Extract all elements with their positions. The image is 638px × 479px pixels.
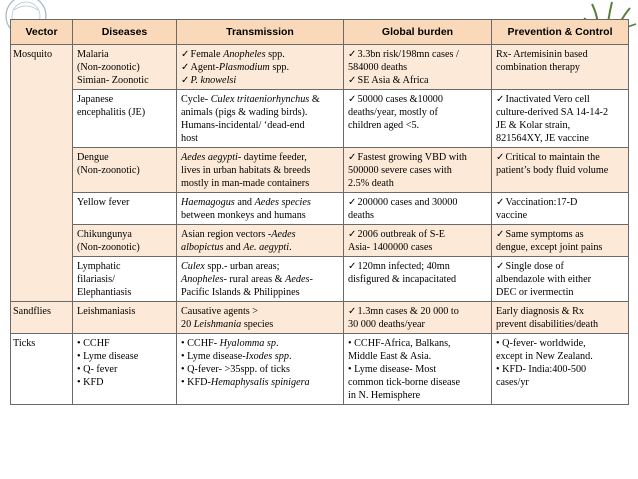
transmission-line: mostly in man-made containers — [181, 178, 310, 189]
burden-cell — [344, 90, 492, 148]
transmission-line: Haemagogus and Aedes species — [181, 197, 311, 208]
vector-cell: Sandflies — [11, 302, 73, 334]
prevention-line: ✓ Inactivated Vero cell — [496, 93, 625, 106]
burden-line: • CCHF-Africa, Balkans, — [348, 338, 451, 349]
transmission-line: Anopheles- rural areas & Aedes- — [181, 274, 313, 285]
burden-line: 30 000 deaths/year — [348, 319, 425, 330]
header-transmission: Transmission — [177, 20, 344, 45]
disease-line: • Q- fever — [77, 364, 118, 375]
burden-line: in N. Hemisphere — [348, 390, 421, 401]
burden-line: ✓ 50000 cases &10000 — [348, 93, 488, 106]
transmission-line: Pacific Islands & Philippines — [181, 287, 300, 298]
transmission-line: ✓ Female Anopheles spp. — [181, 48, 340, 61]
burden-cell — [344, 148, 492, 193]
transmission-line: ✓ Agent-Plasmodium spp. — [181, 61, 340, 74]
disease-line: encephalitis (JE) — [77, 107, 146, 118]
prevention-line: ✓ Critical to maintain the — [496, 151, 625, 164]
vector-disease-table — [10, 19, 629, 405]
burden-cell — [344, 334, 492, 405]
burden-line: deaths — [348, 210, 375, 221]
header-global-burden: Global burden — [344, 20, 492, 45]
transmission-cell — [177, 45, 344, 90]
transmission-line: lives in urban habitats & breeds — [181, 165, 311, 176]
disease-cell — [73, 45, 177, 90]
disease-cell — [73, 257, 177, 302]
prevention-line: ✓ Same symptoms as — [496, 228, 625, 241]
prevention-cell — [492, 90, 629, 148]
burden-line: ✓ 1.3mn cases & 20 000 to — [348, 305, 488, 318]
disease-line: • CCHF — [77, 338, 110, 349]
transmission-line: ✓ P. knowelsi — [181, 74, 340, 87]
burden-line: disfigured & incapacitated — [348, 274, 457, 285]
burden-line: ✓ 120mn infected; 40mn — [348, 260, 488, 273]
table-row — [11, 148, 629, 193]
table-row — [11, 302, 629, 334]
prevention-line: Rx- Artemisinin based — [496, 49, 588, 60]
disease-line: Malaria — [77, 49, 109, 60]
disease-cell — [73, 148, 177, 193]
transmission-line: • Q-fever- >35spp. of ticks — [181, 364, 290, 375]
transmission-cell — [177, 193, 344, 225]
burden-line: 2.5% death — [348, 178, 394, 189]
transmission-cell — [177, 257, 344, 302]
table-row — [11, 193, 629, 225]
transmission-line: host — [181, 133, 198, 144]
table-row — [11, 257, 629, 302]
burden-line: Middle East & Asia. — [348, 351, 432, 362]
disease-cell — [73, 334, 177, 405]
transmission-cell — [177, 148, 344, 193]
header-prevention: Prevention & Control — [492, 20, 629, 45]
burden-line: children aged <5. — [348, 120, 420, 131]
header-diseases: Diseases — [73, 20, 177, 45]
disease-cell — [73, 225, 177, 257]
transmission-cell — [177, 225, 344, 257]
prevention-line: ✓ Single dose of — [496, 260, 625, 273]
vector-cell: Mosquito — [11, 45, 73, 302]
burden-line: ✓ 200000 cases and 30000 — [348, 196, 488, 209]
transmission-line: Asian region vectors -Aedes — [181, 229, 296, 240]
transmission-line: Humans-incidental/ ‘dead-end — [181, 120, 305, 131]
prevention-cell — [492, 334, 629, 405]
disease-line: Japanese — [77, 94, 114, 105]
disease-line: (Non-zoonotic) — [77, 165, 140, 176]
burden-cell — [344, 257, 492, 302]
prevention-line: Early diagnosis & Rx — [496, 306, 585, 317]
prevention-line: albendazole with either — [496, 274, 592, 285]
prevention-line: dengue, except joint pains — [496, 242, 603, 253]
prevention-line: patient’s body fluid volume — [496, 165, 609, 176]
burden-line: ✓ 3.3bn risk/198mn cases / — [348, 48, 488, 61]
burden-line: ✓ SE Asia & Africa — [348, 74, 488, 87]
transmission-line: • KFD-Hemaphysalis spinigera — [181, 377, 310, 388]
prevention-cell — [492, 302, 629, 334]
burden-line: ✓ Fastest growing VBD with — [348, 151, 488, 164]
burden-cell — [344, 193, 492, 225]
burden-line: common tick-borne disease — [348, 377, 461, 388]
transmission-line: albopictus and Ae. aegypti. — [181, 242, 292, 253]
burden-cell — [344, 45, 492, 90]
burden-line: Asia- 1400000 cases — [348, 242, 433, 253]
transmission-line: Aedes aegypti- daytime feeder, — [181, 152, 307, 163]
table-row — [11, 225, 629, 257]
disease-line: Leishmaniasis — [77, 306, 136, 317]
header-vector: Vector — [11, 20, 73, 45]
transmission-line: • CCHF- Hyalomma sp. — [181, 338, 279, 349]
disease-line: • Lyme disease — [77, 351, 139, 362]
transmission-line: Culex spp.- urban areas; — [181, 261, 280, 272]
prevention-line: • KFD- India:400-500 — [496, 364, 587, 375]
table-row — [11, 334, 629, 405]
disease-line: Lymphatic — [77, 261, 121, 272]
disease-line: (Non-zoonotic) — [77, 242, 140, 253]
transmission-line: between monkeys and humans — [181, 210, 306, 221]
transmission-cell — [177, 302, 344, 334]
disease-cell — [73, 193, 177, 225]
burden-line: • Lyme disease- Most — [348, 364, 437, 375]
disease-cell — [73, 302, 177, 334]
disease-line: • KFD — [77, 377, 104, 388]
disease-line: Yellow fever — [77, 197, 130, 208]
burden-cell — [344, 302, 492, 334]
transmission-line: animals (pigs & wading birds). — [181, 107, 308, 118]
transmission-line: 20 Leishmania species — [181, 319, 274, 330]
prevention-line: prevent disabilities/death — [496, 319, 599, 330]
prevention-cell — [492, 148, 629, 193]
prevention-line: ✓ Vaccination:17-D — [496, 196, 625, 209]
transmission-cell — [177, 90, 344, 148]
disease-line: filariasis/ — [77, 274, 115, 285]
burden-cell — [344, 225, 492, 257]
prevention-line: except in New Zealand. — [496, 351, 593, 362]
table-row — [11, 90, 629, 148]
burden-line: ✓ 2006 outbreak of S-E — [348, 228, 488, 241]
transmission-line: • Lyme disease-Ixodes spp. — [181, 351, 292, 362]
disease-cell — [73, 90, 177, 148]
prevention-line: cases/yr — [496, 377, 529, 388]
disease-line: (Non-zoonotic) — [77, 62, 140, 73]
prevention-line: 821564XY, JE vaccine — [496, 133, 589, 144]
disease-line: Simian- Zoonotic — [77, 75, 149, 86]
table-header-row — [11, 20, 629, 45]
burden-line: 584000 deaths — [348, 62, 408, 73]
transmission-line: Cycle- Culex tritaeniorhynchus & — [181, 94, 320, 105]
vector-cell: Ticks — [11, 334, 73, 405]
transmission-line: Causative agents > — [181, 306, 259, 317]
disease-line: Elephantiasis — [77, 287, 132, 298]
prevention-line: combination therapy — [496, 62, 581, 73]
table-row — [11, 45, 629, 90]
prevention-line: • Q-fever- worldwide, — [496, 338, 586, 349]
burden-line: deaths/year, mostly of — [348, 107, 438, 118]
prevention-line: vaccine — [496, 210, 528, 221]
disease-line: Dengue — [77, 152, 109, 163]
burden-line: 500000 severe cases with — [348, 165, 452, 176]
prevention-cell — [492, 45, 629, 90]
prevention-line: DEC or ivermectin — [496, 287, 574, 298]
transmission-cell — [177, 334, 344, 405]
disease-line: Chikungunya — [77, 229, 132, 240]
prevention-line: culture-derived SA 14-14-2 — [496, 107, 609, 118]
prevention-line: JE & Kolar strain, — [496, 120, 571, 131]
prevention-cell — [492, 257, 629, 302]
prevention-cell — [492, 225, 629, 257]
prevention-cell — [492, 193, 629, 225]
